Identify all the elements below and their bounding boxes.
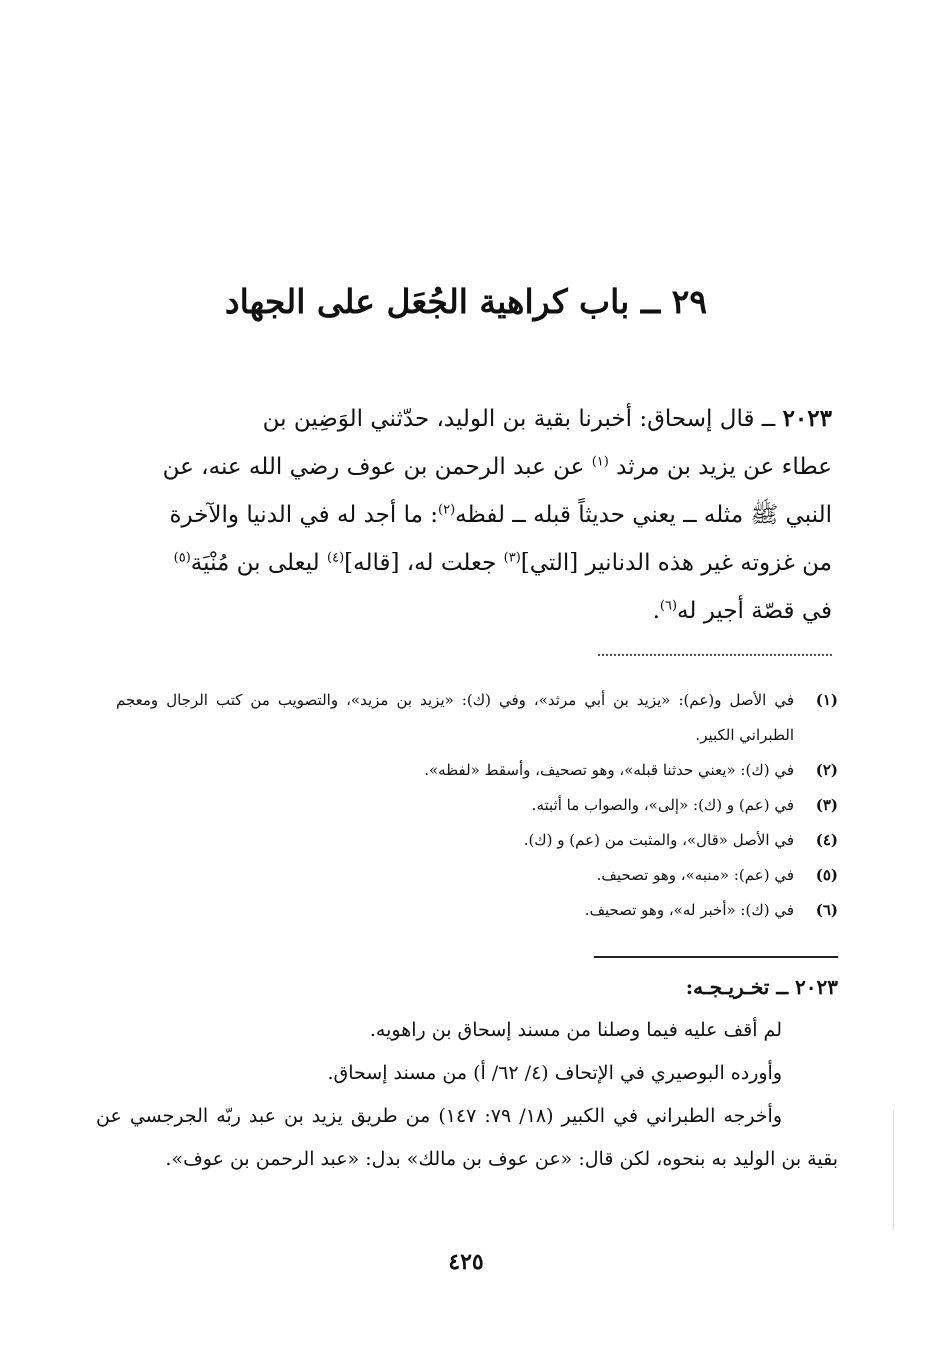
takhrij-rule <box>594 956 838 958</box>
takhrij-paragraph: لم أقف عليه فيما وصلنا من مسند إسحاق بن راهويه. <box>369 1019 782 1041</box>
hadith-text <box>110 395 832 635</box>
chapter-title: ٢٩ ــ باب كراهية الجُعَل على الجهاد <box>224 282 708 321</box>
footnote-item <box>116 753 838 788</box>
hadith-number: ٢٠٢٣ <box>782 405 832 432</box>
hadith-line <box>110 491 832 539</box>
footnote-number: (١) <box>815 691 838 709</box>
footnote-text: في الأصل و(عم): «يزيد بن أبي مرثد»، وفي (ك): «يزيد بن مزيد»، والتصويب من كتب الرجال ومعجم الطبراني الكبير. <box>116 691 794 744</box>
footnote-number: (٣) <box>815 796 838 814</box>
hadith-line <box>110 395 832 443</box>
footnote-ref[interactable]: (٢) <box>438 502 456 518</box>
takhrij-paragraph: وأورده البوصيري في الإتحاف (٤/ ٦٢/ أ) من مسند إسحاق. <box>327 1062 782 1084</box>
hadith-text-segment: ليعلى بن مُنْيَة <box>190 550 327 576</box>
hadith-text-segment: : ما أجد له في الدنيا والآخرة <box>169 502 438 528</box>
hadith-text-segment: عطاء عن يزيد بن مرثد <box>608 454 832 480</box>
footnote-ref[interactable]: (١) <box>591 454 609 470</box>
margin-mark <box>893 1110 894 1230</box>
footnote-ref[interactable]: (٥) <box>173 550 191 566</box>
hadith-text-segment: . <box>652 598 660 624</box>
hadith-line <box>110 443 832 491</box>
footnote-number: (٢) <box>815 761 838 779</box>
footnote-ref[interactable]: (٤) <box>327 550 345 566</box>
hadith-line <box>110 539 832 587</box>
footnote-item <box>116 893 838 928</box>
footnote-text: في (عم) و (ك): «إلى»، والصواب ما أثبته. <box>531 796 794 814</box>
takhrij-heading: ٢٠٢٣ ــ تخـريـجـه: <box>685 975 838 999</box>
footnote-item <box>116 823 838 858</box>
footnote-number: (٥) <box>815 866 838 884</box>
takhrij-paragraph: وأخرجه الطبراني في الكبير (١٨/ ٧٩: ١٤٧) من طريق يزيد بن عبد ربّه الجرجسي عن بقية بن الوليد به بنحوه، لكن قال: «عن عوف بن مالك» بدل: «عبد الرحمن بن عوف». <box>96 1105 838 1170</box>
footnote-text: في (عم): «منبه»، وهو تصحيف. <box>596 866 794 884</box>
footnote-text: في الأصل «قال»، والمثبت من (عم) و (ك). <box>523 831 794 849</box>
footnote-item <box>116 858 838 893</box>
hadith-text-segment: عن عبد الرحمن بن عوف رضي الله عنه، عن <box>162 454 592 480</box>
footnote-number: (٤) <box>815 831 838 849</box>
footnotes <box>116 683 838 928</box>
footnote-ref[interactable]: (٦) <box>659 598 678 614</box>
hadith-text-segment: جعلت له، [قاله] <box>344 550 504 576</box>
hadith-text-segment: ــ قال إسحاق: أخبرنا بقية بن الوليد، حدّثني الوَضِين بن <box>262 406 776 432</box>
footnote-text: في (ك): «يعني حدثنا قبله»، وهو تصحيف، وأسقط «لفظه». <box>424 761 794 779</box>
footnote-item <box>116 683 838 753</box>
footnote-ref[interactable]: (٣) <box>503 550 521 566</box>
hadith-text-segment: النبي ﷺ مثله ــ يعني حديثاً قبله ــ لفظه <box>455 502 832 528</box>
hadith-line <box>110 587 832 635</box>
hadith-text-segment: من غزوته غير هذه الدنانير [التي] <box>520 550 832 576</box>
footnote-number: (٦) <box>815 901 838 919</box>
page-number: ٤٢٥ <box>448 1249 484 1275</box>
takhrij-section <box>96 966 838 1181</box>
footnote-separator <box>598 654 832 656</box>
footnote-text: في (ك): «أخبر له»، وهو تصحيف. <box>584 901 794 919</box>
footnote-item <box>116 788 838 823</box>
hadith-text-segment: في قصّة أجير له <box>677 598 832 624</box>
